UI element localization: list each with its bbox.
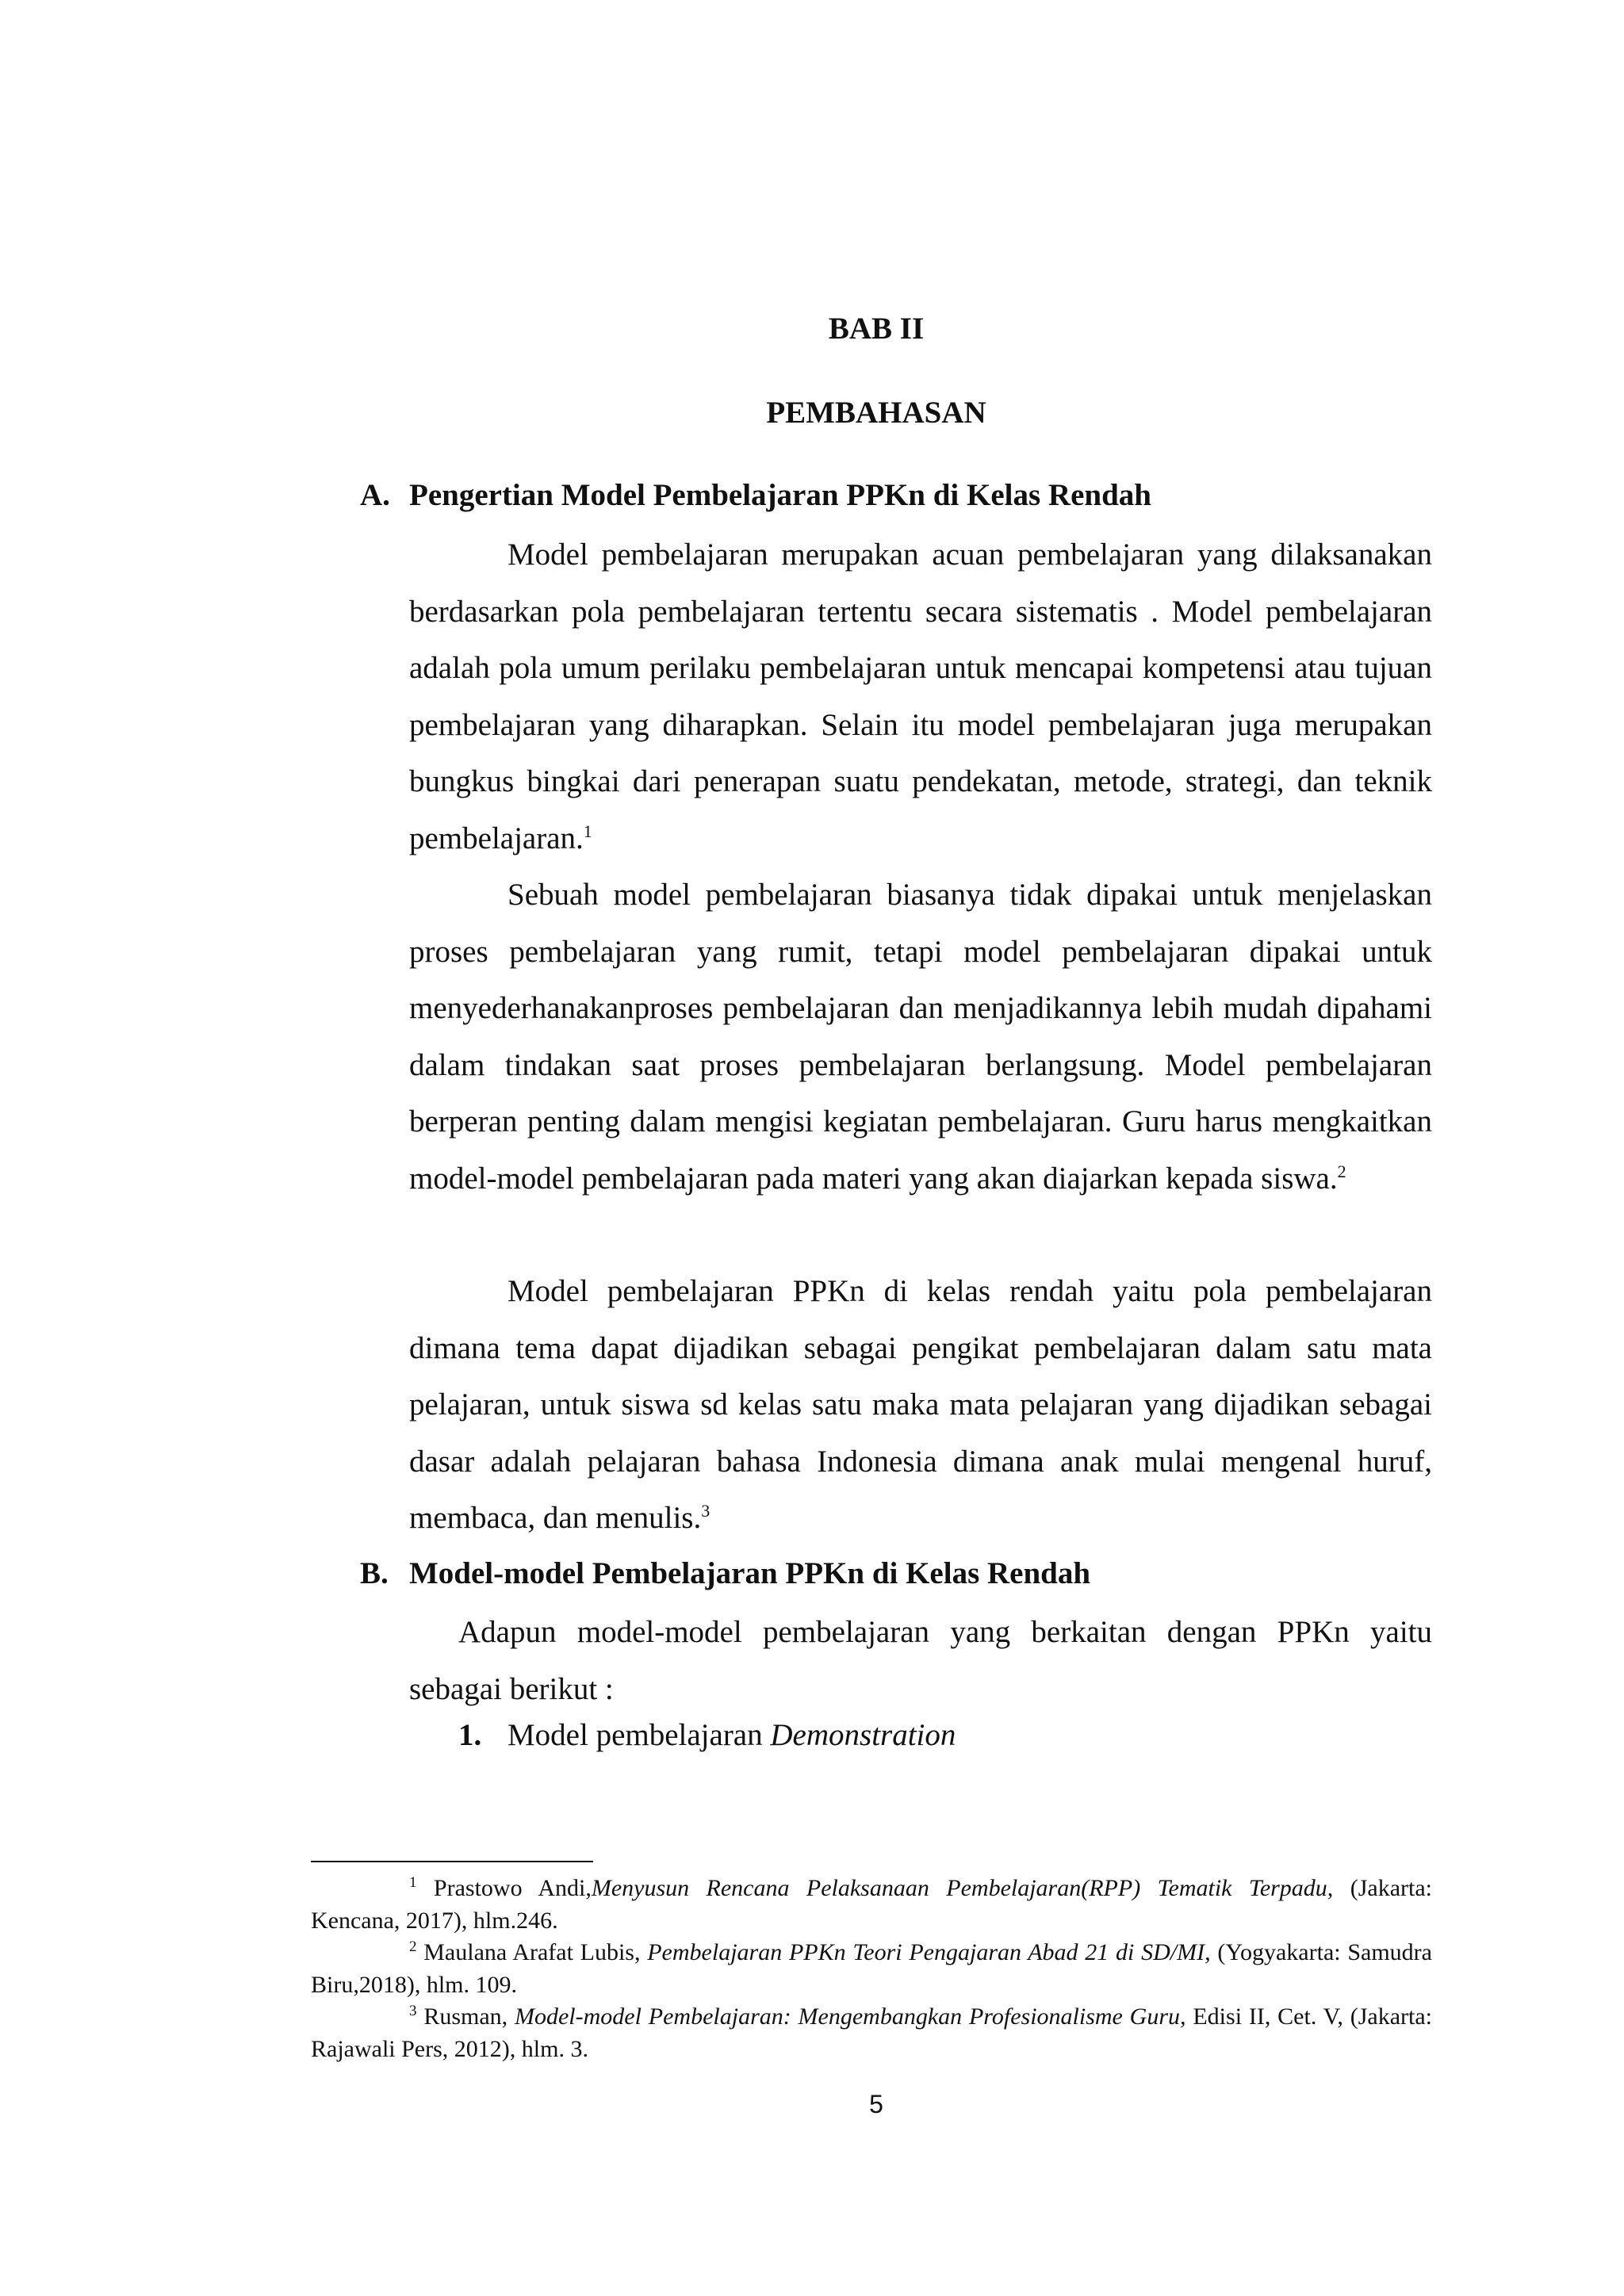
- chapter-number: BAB II: [828, 312, 925, 346]
- section-a-letter: A.: [360, 478, 390, 512]
- footnote-separator: [311, 1861, 593, 1862]
- list-item: [458, 1717, 956, 1753]
- footnote-ref-3[interactable]: 3: [701, 1501, 710, 1521]
- section-a-paragraph-2: [409, 867, 1432, 1207]
- footnote-author: Rusman,: [416, 2003, 515, 2030]
- footnote-2: [311, 1937, 1432, 2001]
- footnote-1: [311, 1873, 1432, 1937]
- section-b-letter: B.: [360, 1556, 389, 1590]
- footnotes: [311, 1873, 1432, 2065]
- section-b-heading: [360, 1556, 1090, 1591]
- footnote-author: Maulana Arafat Lubis,: [416, 1939, 648, 1965]
- footnote-rest: (Yogyakarta: Samudra Biru,2018), hlm. 109.: [311, 1939, 1432, 1998]
- footnote-rest: Edisi II, Cet. V, (Jakarta: Rajawali Pers, 2012), hlm. 3.: [311, 2003, 1433, 2062]
- section-a-heading: [360, 477, 1151, 513]
- footnote-ref-1[interactable]: 1: [583, 821, 592, 841]
- page-number: 5: [869, 2090, 883, 2118]
- section-a-paragraph-1: [409, 526, 1432, 867]
- paragraph-text: Model pembelajaran merupakan acuan pembelajaran yang dilaksanakan berdasarkan pola pembelajaran tertentu secara sistematis . Model pembelajaran adalah pola umum perilaku pembelajaran untuk mencapai kompetensi atau tujuan pembelajaran yang diharapkan. Selain itu model pembelajaran juga merupakan bungkus bingkai dari penerapan suatu pendekatan, metode, strategi, dan teknik pembelajaran.: [409, 538, 1432, 855]
- footnote-title: Pembelajaran PPKn Teori Pengajaran Abad 21 di SD/MI,: [647, 1939, 1211, 1965]
- section-b-intro: Adapun model-model pembelajaran yang berkaitan dengan PPKn yaitu sebagai berikut :: [409, 1615, 1432, 1706]
- paragraph-text: Sebuah model pembelajaran biasanya tidak dipakai untuk menjelaskan proses pembelajaran yang rumit, tetapi model pembelajaran dipakai untuk menyederhanakanproses pembelajaran dan menjadikannya lebih mudah dipahami dalam tindakan saat proses pembelajaran berlangsung. Model pembelajaran berperan penting dalam mengisi kegiatan pembelajaran. Guru harus mengkaitkan model-model pembelajaran pada materi yang akan diajarkan kepada siswa.: [409, 878, 1432, 1196]
- section-a-title: Pengertian Model Pembelajaran PPKn di Kelas Rendah: [409, 478, 1151, 512]
- footnote-author: Prastowo Andi,: [416, 1875, 592, 1901]
- section-b-title: Model-model Pembelajaran PPKn di Kelas Rendah: [409, 1556, 1091, 1590]
- footnote-mark: 3: [409, 2003, 417, 2019]
- footnote-mark: 1: [409, 1874, 417, 1891]
- footnote-ref-2[interactable]: 2: [1337, 1161, 1346, 1181]
- footnote-title: Menyusun Rencana Pelaksanaan Pembelajaran(RPP) Tematik Terpadu,: [591, 1875, 1334, 1901]
- list-item-text: Model pembelajaran: [508, 1718, 771, 1752]
- footnote-3: [311, 2001, 1432, 2065]
- chapter-title: PEMBAHASAN: [766, 396, 986, 430]
- footnote-title: Model-model Pembelajaran: Mengembangkan Profesionalisme Guru,: [515, 2003, 1186, 2030]
- list-item-italic: Demonstration: [770, 1718, 956, 1752]
- footnote-rest: (Jakarta: Kencana, 2017), hlm.246.: [311, 1875, 1432, 1934]
- footnote-mark: 2: [409, 1938, 417, 1955]
- paragraph-text: Model pembelajaran PPKn di kelas rendah yaitu pola pembelajaran dimana tema dapat dijadikan sebagai pengikat pembelajaran dalam satu mata pelajaran, untuk siswa sd kelas satu maka mata pelajaran yang dijadikan sebagai dasar adalah pelajaran bahasa Indonesia dimana anak mulai mengenal huruf, membaca, dan menulis.: [409, 1274, 1432, 1535]
- list-item-number: 1.: [458, 1718, 482, 1752]
- section-a-paragraph-3: [409, 1263, 1432, 1547]
